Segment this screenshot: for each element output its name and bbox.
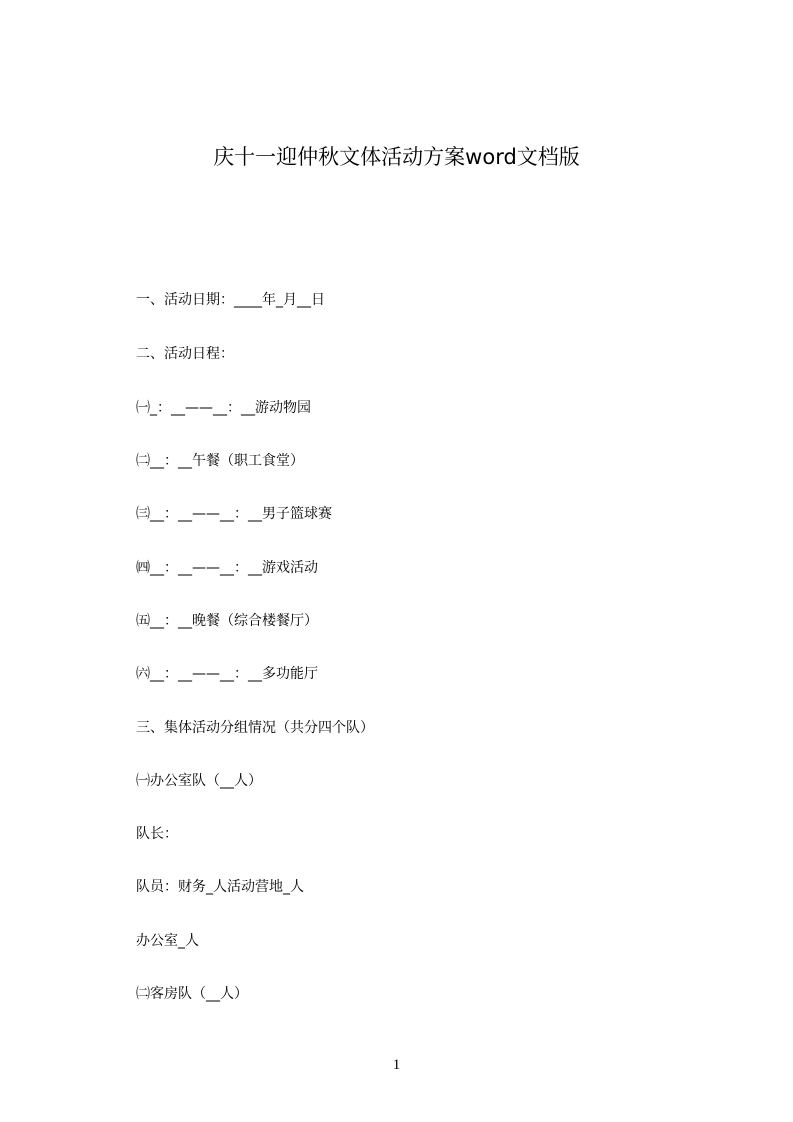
schedule-item-3: ㈢__：__——__：__男子篮球赛 bbox=[136, 506, 332, 522]
schedule-item-2: ㈡__：__午餐（职工食堂） bbox=[136, 453, 304, 469]
schedule-heading: 二、活动日程： bbox=[136, 346, 234, 362]
schedule-item-6: ㈥__：__——__：__多功能厅 bbox=[136, 666, 318, 682]
page-number: 1 bbox=[392, 1057, 401, 1073]
team-guestroom-heading: ㈡客房队（__人） bbox=[136, 986, 248, 1002]
schedule-item-4: ㈣__：__——__：__游戏活动 bbox=[136, 560, 318, 576]
schedule-item-5: ㈤__：__晚餐（综合楼餐厅） bbox=[136, 613, 318, 629]
grouping-heading: 三、集体活动分组情况（共分四个队） bbox=[136, 720, 374, 736]
office-members-line: 办公室_人 bbox=[136, 933, 199, 949]
activity-date-line: 一、活动日期：____年_月__日 bbox=[136, 292, 325, 308]
document-title: 庆十一迎仲秋文体活动方案word文档版 bbox=[213, 145, 580, 169]
team-captain-line: 队长： bbox=[136, 826, 178, 842]
team-office-heading: ㈠办公室队（__人） bbox=[136, 773, 262, 789]
schedule-item-1: ㈠_：__——__：__游动物园 bbox=[136, 400, 311, 416]
team-members-line: 队员：财务_人活动营地_人 bbox=[136, 879, 304, 895]
